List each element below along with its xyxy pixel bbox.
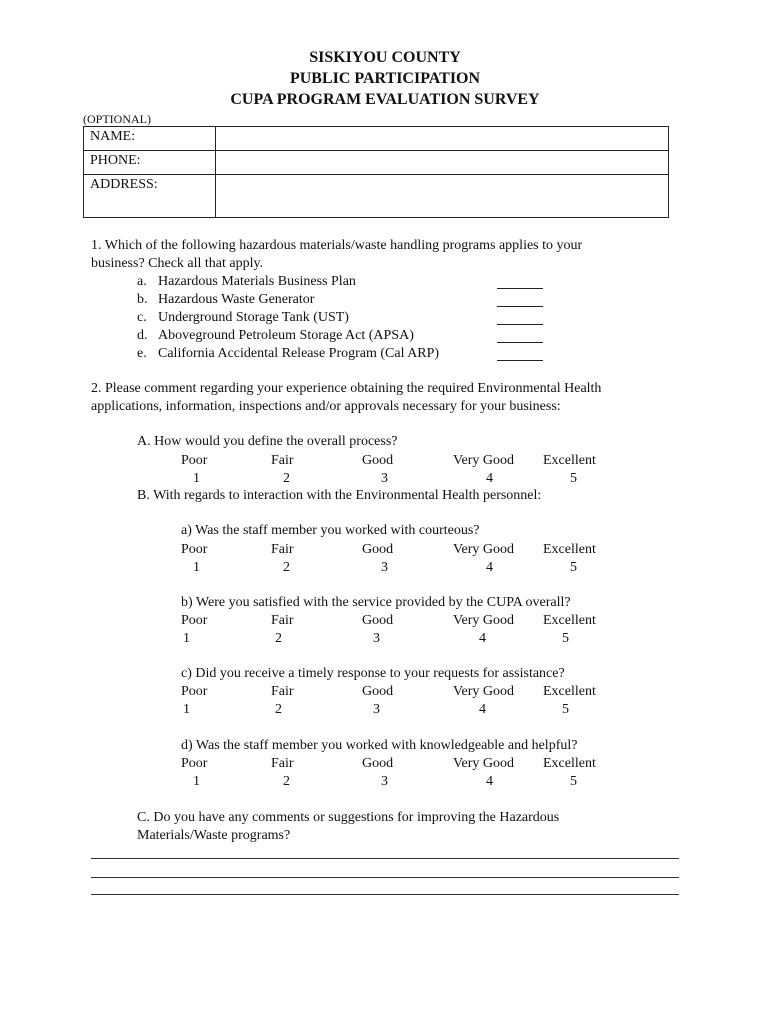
rating-option[interactable]: 2 [283, 774, 290, 789]
q1-text-line2: business? Check all that apply. [91, 256, 264, 271]
contact-table [83, 126, 669, 218]
rating-option[interactable]: 1 [193, 560, 200, 575]
q2-part-c-line2: Materials/Waste programs? [137, 828, 291, 843]
rating-label: Excellent [543, 542, 596, 557]
rating-option[interactable]: 5 [570, 471, 577, 486]
q2-text-line1: 2. Please comment regarding your experience obtaining the required Environmental Health [91, 381, 602, 396]
rating-label: Good [362, 453, 394, 468]
rating-option[interactable]: 1 [183, 702, 190, 717]
rating-option[interactable]: 2 [283, 471, 290, 486]
rating-option[interactable]: 5 [570, 560, 577, 575]
rating-label: Fair [271, 453, 294, 468]
title-county: SISKIYOU COUNTY [309, 49, 461, 66]
phone-label: PHONE: [84, 151, 216, 175]
rating-label: Poor [181, 684, 208, 699]
rating-label: Poor [181, 756, 208, 771]
q2-b-sub-b: b) Were you satisfied with the service provided by the CUPA overall? [181, 595, 571, 610]
rating-label: Very Good [453, 613, 515, 628]
q2-text-line2: applications, information, inspections and/or approvals necessary for your business: [91, 399, 561, 414]
q1-option-e-letter: e. [137, 346, 147, 361]
q1-option-b-label: Hazardous Waste Generator [158, 292, 315, 307]
rating-scale-timely [0, 683, 770, 719]
rating-label: Poor [181, 453, 208, 468]
rating-option[interactable]: 5 [570, 774, 577, 789]
title-survey: CUPA PROGRAM EVALUATION SURVEY [230, 91, 540, 108]
q1-option-b-checkline[interactable] [497, 306, 543, 307]
q2-part-c-line1: C. Do you have any comments or suggestions for improving the Hazardous [137, 810, 560, 825]
rating-option[interactable]: 4 [479, 702, 486, 717]
q1-option-d-label: Aboveground Petroleum Storage Act (APSA) [158, 328, 414, 343]
rating-label: Poor [181, 613, 208, 628]
name-label: NAME: [84, 127, 216, 151]
rating-label: Very Good [453, 684, 515, 699]
rating-label: Good [362, 613, 394, 628]
comment-line[interactable] [91, 877, 679, 878]
rating-option[interactable]: 3 [373, 702, 380, 717]
q1-option-b-letter: b. [137, 292, 148, 307]
q1-option-c-checkline[interactable] [497, 324, 543, 325]
q2-part-b: B. With regards to interaction with the Environmental Health personnel: [137, 488, 542, 503]
rating-option[interactable]: 4 [479, 631, 486, 646]
q1-option-a-letter: a. [137, 274, 147, 289]
rating-option[interactable]: 3 [381, 774, 388, 789]
rating-option[interactable]: 4 [486, 471, 493, 486]
address-label: ADDRESS: [84, 175, 216, 218]
rating-label: Very Good [453, 756, 515, 771]
q2-b-sub-a: a) Was the staff member you worked with courteous? [181, 523, 480, 538]
q1-option-c-letter: c. [137, 310, 147, 325]
rating-label: Good [362, 756, 394, 771]
rating-label: Fair [271, 756, 294, 771]
rating-option[interactable]: 1 [183, 631, 190, 646]
rating-label: Fair [271, 542, 294, 557]
rating-option[interactable]: 3 [381, 471, 388, 486]
rating-option[interactable]: 4 [486, 560, 493, 575]
optional-note: (OPTIONAL) [83, 112, 151, 126]
rating-label: Good [362, 684, 394, 699]
rating-option[interactable]: 2 [275, 631, 282, 646]
rating-label: Excellent [543, 453, 596, 468]
rating-option[interactable]: 3 [373, 631, 380, 646]
rating-scale-overall [0, 452, 770, 488]
rating-label: Excellent [543, 613, 596, 628]
phone-field[interactable] [216, 151, 669, 175]
rating-option[interactable]: 5 [562, 702, 569, 717]
rating-option[interactable]: 1 [193, 471, 200, 486]
comment-line[interactable] [91, 894, 679, 895]
title-participation: PUBLIC PARTICIPATION [289, 70, 481, 87]
rating-scale-satisfied [0, 612, 770, 648]
q1-option-c-label: Underground Storage Tank (UST) [158, 310, 349, 325]
rating-option[interactable]: 3 [381, 560, 388, 575]
rating-scale-courteous [0, 541, 770, 577]
q1-option-a-label: Hazardous Materials Business Plan [158, 274, 356, 289]
rating-option[interactable]: 2 [275, 702, 282, 717]
rating-option[interactable]: 1 [193, 774, 200, 789]
rating-scale-knowledgeable [0, 755, 770, 791]
rating-label: Very Good [453, 542, 515, 557]
q2-b-sub-d: d) Was the staff member you worked with knowledgeable and helpful? [181, 738, 578, 753]
rating-label: Fair [271, 684, 294, 699]
q2-b-sub-c: c) Did you receive a timely response to your requests for assistance? [181, 666, 565, 681]
q1-option-e-checkline[interactable] [497, 360, 543, 361]
q2-part-a: A. How would you define the overall process? [137, 434, 398, 449]
rating-label: Fair [271, 613, 294, 628]
comment-line[interactable] [91, 858, 679, 859]
q1-option-a-checkline[interactable] [497, 288, 543, 289]
rating-option[interactable]: 2 [283, 560, 290, 575]
q1-option-e-label: California Accidental Release Program (Cal ARP) [158, 346, 440, 361]
q1-option-d-letter: d. [137, 328, 148, 343]
q1-option-d-checkline[interactable] [497, 342, 543, 343]
rating-label: Excellent [543, 756, 596, 771]
rating-option[interactable]: 4 [486, 774, 493, 789]
name-field[interactable] [216, 127, 669, 151]
rating-option[interactable]: 5 [562, 631, 569, 646]
rating-label: Excellent [543, 684, 596, 699]
rating-label: Good [362, 542, 394, 557]
rating-label: Poor [181, 542, 208, 557]
rating-label: Very Good [453, 453, 515, 468]
q1-text-line1: 1. Which of the following hazardous materials/waste handling programs applies to your [91, 238, 583, 253]
address-field[interactable] [216, 175, 669, 218]
